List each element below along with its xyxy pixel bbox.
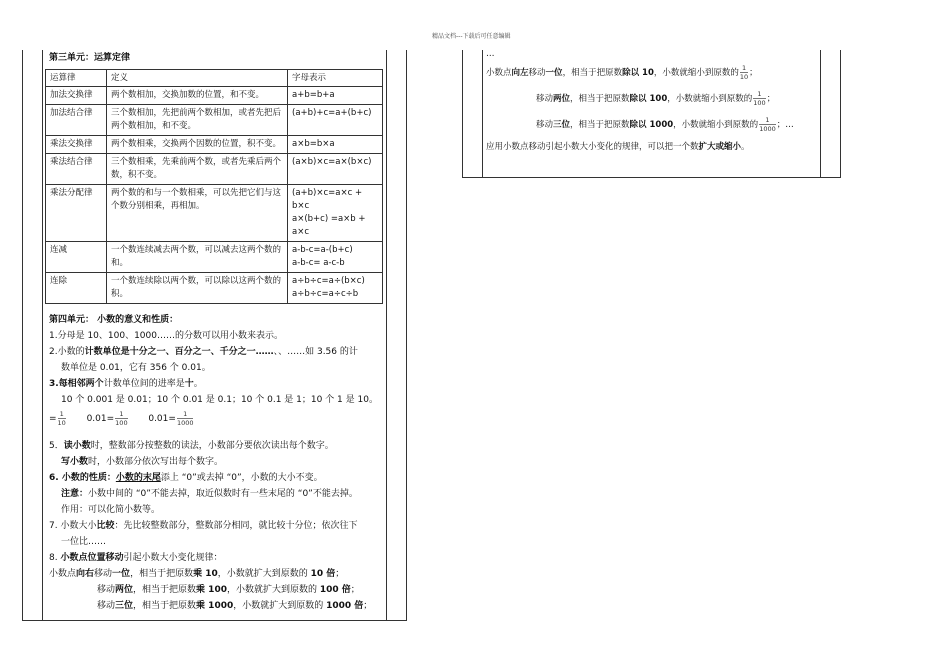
formula-line: (a+b)×c=a×c + b×c: [292, 188, 363, 211]
text-span: 时，整数部分按整数的读法，小数部分要依次读出每个数字。: [90, 441, 334, 451]
text-span: 7. 小数大小: [49, 521, 97, 531]
text-span: ，相当于把原数: [130, 569, 194, 579]
right-page-content: [486, 48, 816, 156]
text-span: 。: [741, 142, 750, 152]
bold-span: 小数点位置移动: [60, 553, 124, 563]
law-formula: [288, 154, 383, 185]
unit4-point-2-cont: 数单位是 0.01，它有 356 个 0.01。: [61, 363, 211, 373]
bold-span: 三位: [553, 120, 571, 130]
unit4-point-5-cont: [49, 454, 383, 470]
header-definition: 定义: [107, 70, 288, 87]
law-definition: 三个数相乘，先乘前两个数，或者先乘后两个数，积不变。: [107, 154, 288, 185]
move-application: [486, 138, 816, 156]
fraction-denominator: 10: [57, 419, 66, 427]
bold-span: 十: [184, 379, 194, 389]
text-span: 小数点: [49, 569, 77, 579]
unit4-point-5: [49, 438, 383, 454]
unit4-point-2: [49, 344, 383, 360]
text-span: 移动: [97, 585, 116, 595]
left-page-content: [45, 50, 383, 614]
text-span: 0.01=: [148, 414, 176, 424]
law-formula: [288, 185, 383, 242]
bold-span: 乘 10: [193, 569, 218, 579]
move-right-one: [49, 566, 383, 582]
fraction: [753, 90, 765, 107]
unit4-point-6: [49, 470, 383, 486]
table-row: [46, 105, 383, 136]
text-span: ；: [363, 601, 373, 611]
bold-span: 小数的性质：: [61, 473, 116, 483]
bold-span: 向左: [511, 68, 529, 78]
text-span: 移动: [536, 120, 554, 130]
text-span: ；: [766, 94, 776, 104]
text-span: ，相当于把原数: [133, 585, 197, 595]
watermark-text: 精品文档---下载后可任意编辑: [432, 33, 511, 40]
bold-span: 除以 1000: [629, 120, 674, 130]
law-name: 加法结合律: [46, 105, 107, 136]
table-row: [46, 185, 383, 242]
underline-span: 小数的末尾: [115, 473, 161, 483]
fraction: [58, 410, 66, 427]
left-frame-line-outer: [22, 50, 23, 620]
text-span: 8.: [49, 553, 61, 563]
law-definition: 一个数连续除以两个数，可以除以这两个数的积。: [107, 273, 288, 304]
fraction-denominator: 100: [753, 99, 766, 107]
text-span: 时，小数部分依次写出每个数字。: [88, 457, 224, 467]
left-frame-line-far-right: [406, 50, 407, 620]
text-span: ；: [335, 569, 345, 579]
bold-span: 乘 1000: [196, 601, 234, 611]
fraction-numerator: 1: [759, 116, 776, 125]
move-right-three: [49, 598, 383, 614]
law-name: 连除: [46, 273, 107, 304]
fraction-denominator: 10: [739, 73, 749, 81]
law-definition: 三个数相加，先把前两个数相加，或者先把后两个数相加，和不变。: [107, 105, 288, 136]
fraction-numerator: 1: [177, 410, 194, 419]
fraction-denominator: 100: [115, 419, 128, 427]
bold-span: 乘 100: [196, 585, 227, 595]
formula-line: a×(b+c) =a×b + a×c: [292, 214, 366, 237]
left-frame-bottom: [22, 620, 407, 621]
move-left-three: [486, 112, 816, 138]
formula-line: (a+b)+c=a+(b+c): [292, 108, 372, 118]
fraction-numerator: 1: [115, 410, 127, 419]
fraction: [115, 410, 127, 427]
text-span: ；: [749, 68, 758, 78]
header-law: 运算律: [46, 70, 107, 87]
bold-span: 100 倍: [319, 585, 351, 595]
formula-line: a-b-c=a-(b+c): [292, 245, 353, 255]
bold-span: 注意：: [61, 489, 89, 499]
table-row: [46, 242, 383, 273]
unit4-point-6-usage: 作用：可以化简小数等。: [61, 505, 161, 515]
formula-line: a÷b÷c=a÷c÷b: [292, 289, 359, 299]
unit4-title-text: 第四单元： 小数的意义和性质：: [49, 315, 179, 325]
fraction-denominator: 1000: [759, 125, 776, 133]
law-name: 连减: [46, 242, 107, 273]
law-table: [45, 69, 383, 304]
fraction-numerator: 1: [58, 410, 66, 419]
text-span: ，相当于把原数: [133, 601, 197, 611]
bold-span: 向右: [76, 569, 95, 579]
law-definition: 两个数的和与一个数相乘，可以先把它们与这个数分别相乘，再相加。: [107, 185, 288, 242]
text-span: =: [49, 414, 57, 424]
right-frame-line-right: [820, 50, 821, 177]
move-left-two: [486, 86, 816, 112]
law-name: 加法交换律: [46, 87, 107, 105]
formula-line: (a×b)×c=a×(b×c): [292, 157, 372, 167]
text-span: 5．: [49, 441, 64, 451]
text-span: 移动: [528, 68, 546, 78]
text-span: ，相当于把原数: [562, 68, 623, 78]
right-frame-bottom: [462, 177, 841, 178]
right-frame-line-inner: [482, 50, 483, 177]
text-span: 移动: [536, 94, 554, 104]
text-span: 小数中间的 “0”不能去掉，取近似数时有一些末尾的 “0”不能去掉。: [88, 489, 358, 499]
unit4-point-6-note: [49, 486, 383, 502]
unit3-title: 第三单元：运算定律: [49, 53, 131, 63]
text-span: ，小数就扩大到原数的: [233, 601, 327, 611]
bold-span: 除以 10: [622, 68, 654, 78]
text-span: ，小数就扩大到原数的: [217, 569, 311, 579]
fraction-numerator: 1: [753, 90, 765, 99]
law-formula: [288, 105, 383, 136]
law-table-header: [46, 70, 383, 87]
law-definition: 两个数相乘，交换两个因数的位置，积不变。: [107, 136, 288, 154]
right-frame-line-outer: [462, 50, 463, 177]
bold-span: 比较: [96, 521, 115, 531]
bold-span: 两位: [553, 94, 571, 104]
bold-span: 两位: [115, 585, 134, 595]
move-right-two: [49, 582, 383, 598]
bold-span: 10 倍: [310, 569, 336, 579]
bold-span: 扩大或缩小: [698, 142, 742, 152]
bold-span: 一位: [112, 569, 131, 579]
text-span: 计数单位间的进率是: [103, 379, 185, 389]
text-span: 、、……如 3.56 的计: [273, 347, 358, 357]
table-row: [46, 87, 383, 105]
text-span: ，相当于把原数: [570, 94, 630, 104]
bold-span: 读小数: [63, 441, 91, 451]
bold-span: 一位: [545, 68, 563, 78]
unit4-point-1: 1.分母是 10、100、1000……的分数可以用小数来表示。: [49, 331, 283, 341]
unit4-point-3-example: 10 个 0.001 是 0.01；10 个 0.01 是 0.1；10 个 0.1 是 1；10 个 1 是 10。: [61, 395, 378, 405]
text-span: 0.01=: [86, 414, 115, 424]
text-span: 引起小数大小变化规律：: [123, 553, 223, 563]
law-formula: [288, 136, 383, 154]
formula-line: a×b=b×a: [292, 139, 335, 149]
text-span: 。: [193, 379, 203, 389]
unit4-point-8: [49, 550, 383, 566]
law-definition: 两个数相加，交换加数的位置，和不变。: [107, 87, 288, 105]
move-left-one: [486, 60, 816, 86]
fraction-denominator: 1000: [176, 419, 194, 427]
right-frame-line-far-right: [840, 50, 841, 177]
text-span: ，小数就缩小到原数的: [653, 68, 739, 78]
law-name: 乘法结合律: [46, 154, 107, 185]
left-frame-line-right: [386, 50, 387, 620]
text-span: ，小数就扩大到原数的: [226, 585, 320, 595]
formula-line: a-b-c= a-c-b: [292, 258, 345, 268]
text-span: ，相当于把原数: [570, 120, 630, 130]
bold-span: 计数单位是十分之一、百分之一、千分之一……: [84, 347, 274, 357]
text-span: 移动: [94, 569, 113, 579]
fraction: [177, 410, 194, 427]
bold-span: 3.每相邻两个: [49, 379, 104, 389]
fraction: [759, 116, 776, 133]
bold-span: 写小数: [61, 457, 89, 467]
unit4-title: [49, 312, 383, 328]
text-span: 应用小数点移动引起小数大小变化的规律，可以把一个数: [486, 142, 699, 152]
table-row: [46, 136, 383, 154]
ellipsis-text: …: [486, 49, 495, 59]
text-span: 添上 “0”或去掉 “0”，小数的大小不变。: [160, 473, 323, 483]
bold-span: 1000 倍: [326, 601, 364, 611]
left-frame-line-inner: [42, 50, 43, 620]
text-span: 小数点: [486, 68, 512, 78]
bold-span: 除以 100: [629, 94, 668, 104]
formula-line: a÷b÷c=a÷(b×c): [292, 276, 365, 286]
text-span: ：先比较整数部分，整数部分相同，就比较十分位；依次往下: [114, 521, 358, 531]
law-formula: [288, 273, 383, 304]
text-span: 移动: [97, 601, 116, 611]
law-formula: [288, 242, 383, 273]
text-span: ，小数就缩小到原数的: [667, 94, 753, 104]
unit4-point-7: [49, 518, 383, 534]
text-span: ；…: [776, 120, 794, 130]
table-row: [46, 273, 383, 304]
law-name: 乘法分配律: [46, 185, 107, 242]
bold-span: 三位: [115, 601, 134, 611]
law-formula: [288, 87, 383, 105]
unit4-point-3: [49, 376, 383, 392]
table-row: [46, 154, 383, 185]
formula-line: a+b=b+a: [292, 90, 335, 100]
unit4-fraction-row: [49, 408, 383, 430]
text-span: 2.小数的: [49, 347, 85, 357]
fraction-numerator: 1: [740, 64, 748, 73]
text-span: ；: [350, 585, 360, 595]
header-formula: 字母表示: [288, 70, 383, 87]
law-name: 乘法交换律: [46, 136, 107, 154]
fraction: [740, 64, 748, 81]
text-span: ，小数就缩小到原数的: [673, 120, 759, 130]
bold-span: 6.: [49, 473, 62, 483]
unit4-point-7-cont: 一位比……: [61, 537, 107, 547]
law-definition: 一个数连续减去两个数，可以减去这两个数的和。: [107, 242, 288, 273]
